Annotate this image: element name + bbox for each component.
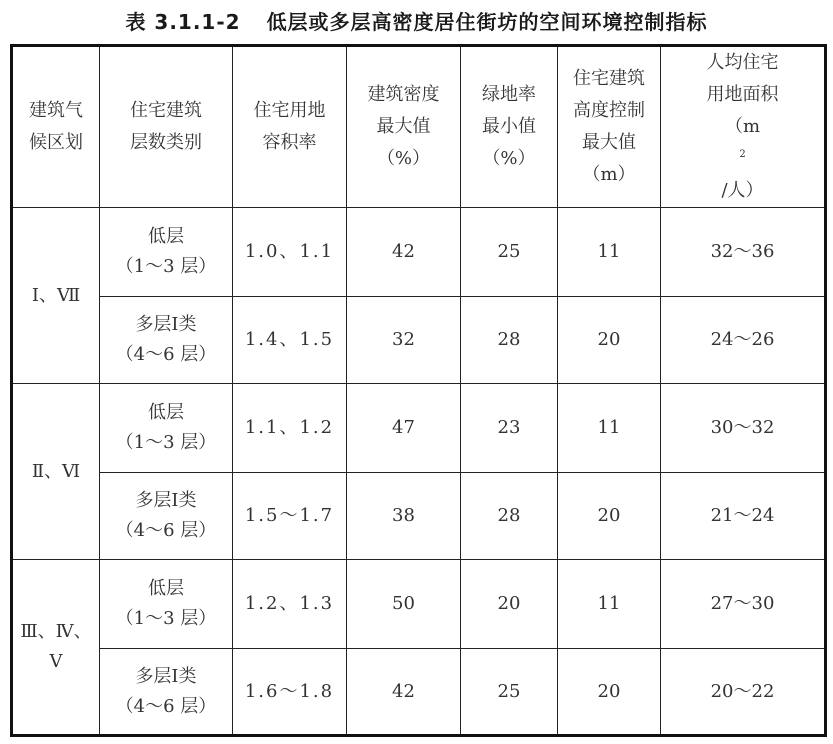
header-land-per-capita: 人均住宅 用地面积 （m $^2$ /人） [661,46,826,208]
header-green-ratio: 绿地率 最小值 （%） [461,46,558,208]
density-cell: 47 [347,384,461,473]
table-row [12,297,826,384]
density-cell: 38 [347,473,461,560]
table-row [12,384,826,473]
header-building-density: 建筑密度 最大值 （%） [347,46,461,208]
area-cell: 32～36 [661,208,826,297]
table-row [12,649,826,736]
height-cell: 20 [558,473,661,560]
green-cell: 20 [461,560,558,649]
table-number: 表 3.1.1-2 [125,10,241,34]
far-cell: 1.4、1.5 [233,297,347,384]
table-row [12,208,826,297]
table-row [12,560,826,649]
area-cell: 20～22 [661,649,826,736]
far-cell: 1.2、1.3 [233,560,347,649]
area-cell: 21～24 [661,473,826,560]
height-cell: 20 [558,649,661,736]
indicator-table [10,44,827,737]
climate-zone-cell: Ⅰ、Ⅶ [12,208,100,384]
category-cell: 多层Ⅰ类 （4～6 层） [100,473,233,560]
green-cell: 25 [461,649,558,736]
height-cell: 11 [558,208,661,297]
green-cell: 28 [461,473,558,560]
far-cell: 1.0、1.1 [233,208,347,297]
far-cell: 1.6～1.8 [233,649,347,736]
header-row [12,46,826,208]
climate-zone-cell: Ⅱ、Ⅵ [12,384,100,560]
density-cell: 42 [347,208,461,297]
far-cell: 1.1、1.2 [233,384,347,473]
category-cell: 多层Ⅰ类 （4～6 层） [100,297,233,384]
area-cell: 30～32 [661,384,826,473]
height-cell: 11 [558,384,661,473]
density-cell: 50 [347,560,461,649]
table-caption [0,8,833,36]
height-cell: 11 [558,560,661,649]
category-cell: 低层 （1～3 层） [100,208,233,297]
category-cell: 多层Ⅰ类 （4～6 层） [100,649,233,736]
header-height-limit: 住宅建筑 高度控制 最大值 （m） [558,46,661,208]
climate-zone-cell: Ⅲ、Ⅳ、 Ⅴ [12,560,100,736]
table-title: 低层或多层高密度居住街坊的空间环境控制指标 [266,10,708,34]
density-cell: 42 [347,649,461,736]
header-climate-zone: 建筑气 候区划 [12,46,100,208]
unit-m2-per-person: （m $^2$ /人） [721,116,764,201]
header-floor-area-ratio: 住宅用地 容积率 [233,46,347,208]
far-cell: 1.5～1.7 [233,473,347,560]
header-floor-category: 住宅建筑 层数类别 [100,46,233,208]
category-cell: 低层 （1～3 层） [100,560,233,649]
height-cell: 20 [558,297,661,384]
table-row [12,473,826,560]
density-cell: 32 [347,297,461,384]
green-cell: 25 [461,208,558,297]
green-cell: 23 [461,384,558,473]
area-cell: 24～26 [661,297,826,384]
green-cell: 28 [461,297,558,384]
area-cell: 27～30 [661,560,826,649]
category-cell: 低层 （1～3 层） [100,384,233,473]
